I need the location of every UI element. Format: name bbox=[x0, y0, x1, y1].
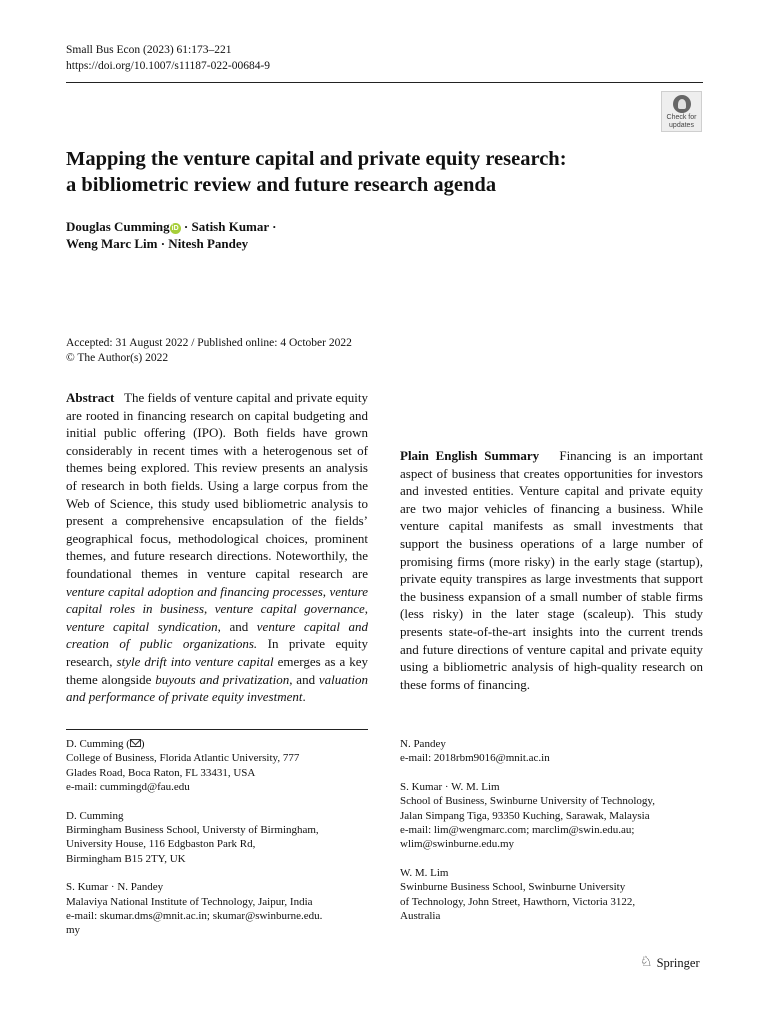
check-for-updates-badge[interactable] bbox=[661, 91, 702, 132]
affiliation-block: W. M. Lim Swinburne Business School, Swinburne University of Technology, John Street, Hawthorn, Victoria 3122, Australia bbox=[400, 866, 636, 923]
author-kumar[interactable]: · Satish Kumar · bbox=[180, 219, 277, 234]
summary-text: Financing is an important aspect of business that creates opportunities for investors and invested entities. Venture capital and private equity are two major vehicles of financing a business. While venture capital manifests as small investments that support the business operations of a large number of promising firms (more risky) in the early stage (startup), private equity transpires as large investments that support the business expansion of a small number of stable firms (less risky) in the later stage (scaleup). This study presents state-of-the-art insights into the current trends and future directions of venture capital and private equity using a bibliometric analysis of high-quality research on these forms of financing. bbox=[400, 448, 704, 692]
affiliation-block: D. Cumming ( ) College of Business, Florida Atlantic University, 777 Glades Road, Boca Raton, FL 33431, USA e-mail: cummingd@fau.edu bbox=[66, 738, 300, 794]
author-lim-pandey[interactable]: Weng Marc Lim · Nitesh Pandey bbox=[66, 236, 249, 251]
copyright: © The Author(s) 2022 bbox=[66, 352, 169, 364]
envelope-icon[interactable] bbox=[130, 739, 141, 747]
affiliation-block: S. Kumar · W. M. Lim School of Business, Swinburne University of Technology, Jalan Simpang Tiga, 93350 Kuching, Sarawak, Malaysia e-mail: lim@wengmarc.com; marclim@swin.edu.au; wlim@swinburne.edu.my bbox=[400, 780, 655, 851]
journal-citation: Small Bus Econ (2023) 61:173–221 bbox=[66, 44, 232, 56]
affiliations-right bbox=[400, 737, 703, 937]
publication-dates bbox=[66, 336, 352, 366]
doi-link[interactable]: https://doi.org/10.1007/s11187-022-00684-9 bbox=[66, 60, 271, 72]
affiliation-block: N. Pandey e-mail: 2018rbm9016@mnit.ac.in bbox=[400, 738, 550, 765]
summary-heading: Plain English Summary bbox=[400, 448, 540, 463]
article-title bbox=[66, 146, 666, 198]
accepted-published: Accepted: 31 August 2022 / Published online: 4 October 2022 bbox=[66, 337, 352, 349]
plain-english-summary bbox=[400, 447, 703, 693]
affiliations-left bbox=[66, 737, 368, 952]
title-line-1: Mapping the venture capital and private equity research: bbox=[66, 148, 567, 170]
check-badge-line1: Check for bbox=[666, 114, 697, 121]
author-cumming[interactable]: Douglas Cumming bbox=[66, 219, 170, 234]
abstract-paragraph: Abstract The fields of venture capital and private equity are rooted in financing research on capital budgeting and initial public offering (IPO). Both fields have grown considerably in recent times with a heterogenous set of themes being explored. This review presents an analysis of research in both fields. Using a large corpus from the Web of Science, this study used bibliometric analysis to present a comprehensive encapsulation of the fields’ geographical focus, methodological choices, prominent themes, and future research directions. Noteworthily, the foundational themes in venture capital research are venture capital adoption and financing processes, venture capital roles in business, venture capital governance, venture capital syndication, and venture capital and creation of public organizations. In private equity research, style drift into venture capital emerges as a key theme alongside buyouts and privatization, and valuation and performance of private equity investment. bbox=[66, 390, 369, 705]
header-rule bbox=[66, 82, 703, 83]
affiliation-rule-left bbox=[66, 729, 368, 730]
springer-logo bbox=[640, 955, 700, 971]
orcid-icon[interactable]: iD bbox=[171, 225, 179, 232]
title-line-2: a bibliometric review and future research agenda bbox=[66, 174, 497, 196]
affiliation-block: S. Kumar · N. Pandey Malaviya National Institute of Technology, Jaipur, India e-mail: skumar.dms@mnit.ac.in; skumar@swinburne.edu. my bbox=[66, 881, 323, 937]
publisher-name: Springer bbox=[656, 956, 700, 970]
abstract-heading: Abstract bbox=[66, 390, 115, 405]
bookmark-icon bbox=[673, 95, 691, 113]
author-list bbox=[66, 218, 566, 252]
springer-horse-icon: ♘ bbox=[640, 955, 653, 970]
affiliation-block: D. Cumming Birmingham Business School, Universty of Birmingham, University House, 116 Edgbaston Park Rd, Birmingham B15 2TY, UK bbox=[66, 809, 319, 865]
check-badge-line2: updates bbox=[669, 121, 694, 129]
